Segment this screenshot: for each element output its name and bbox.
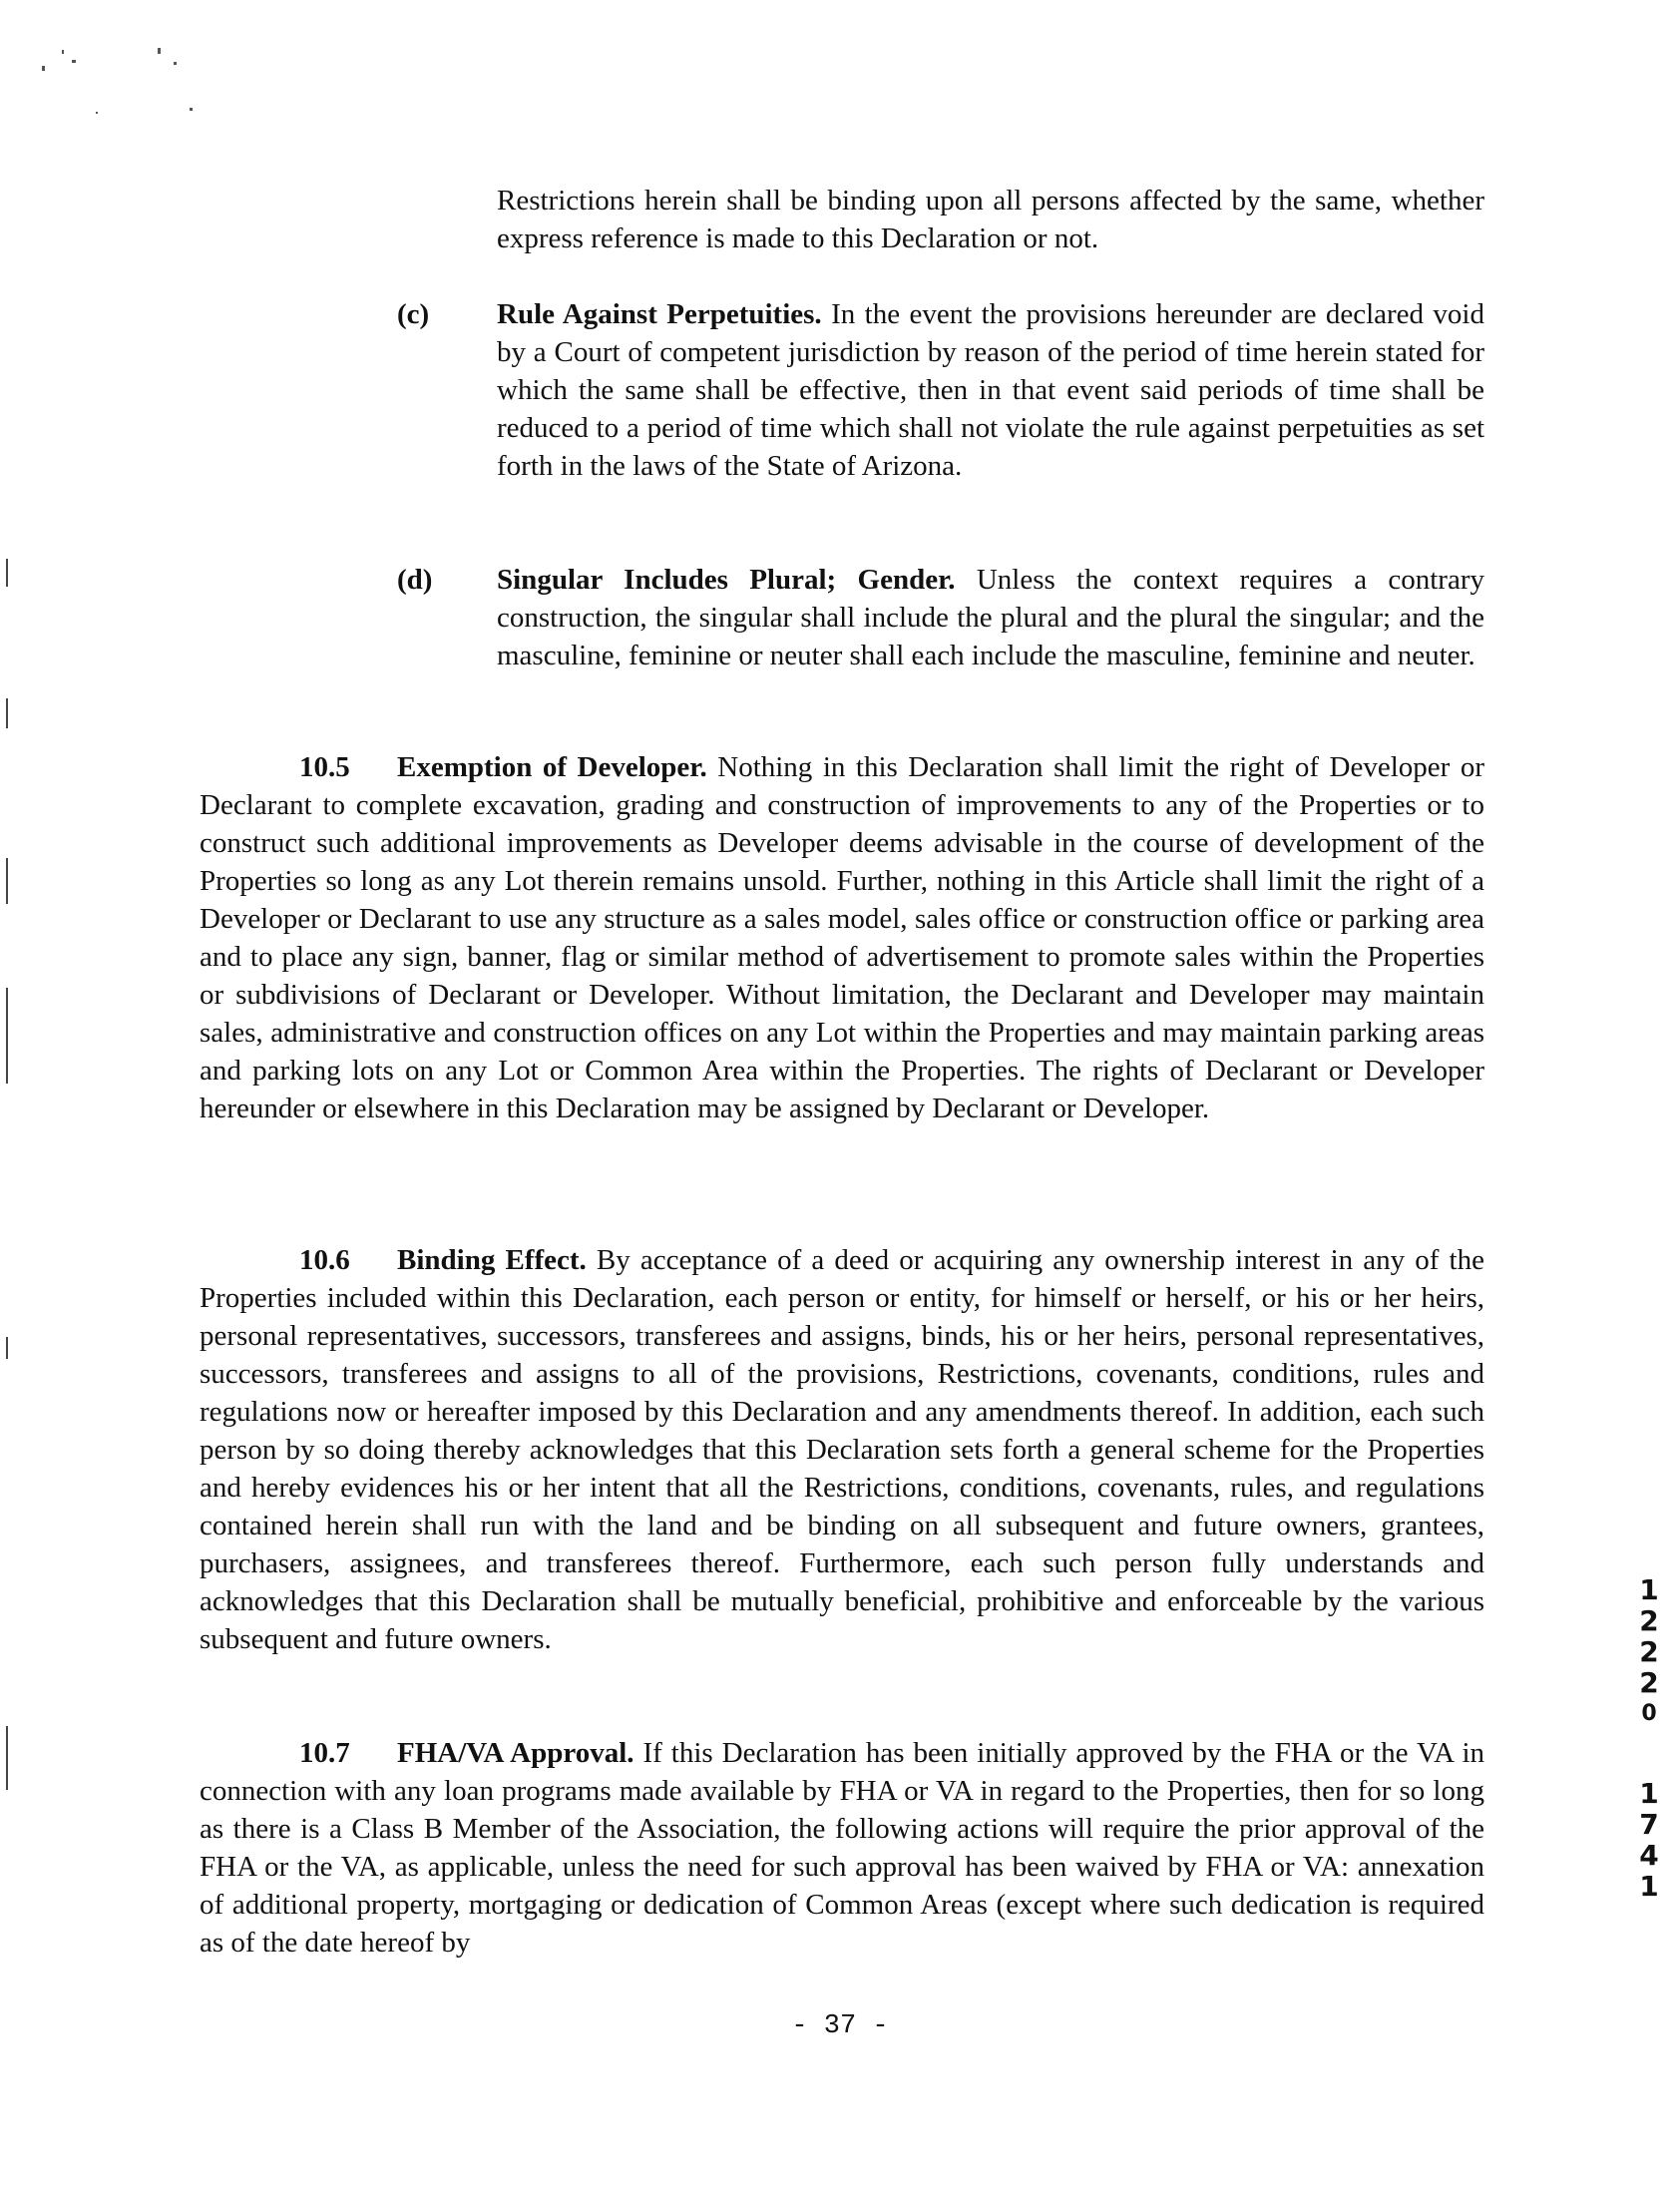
subsection-text: In the event the provisions hereunder are declared void by a Court of competent jurisdiction by reason of the period of time herein stated for which the same shall be effective, then in that event said periods of time shall be reduced to a period of time which shall not violate the rule against perpetuities as set forth in the laws of the State of Arizona. (497, 298, 1484, 482)
recording-digit: 1 (1639, 1573, 1659, 1606)
recording-number-bottom (1636, 1778, 1662, 1902)
section-number: 10.6 (299, 1244, 350, 1276)
recording-number-top (1636, 1574, 1662, 1729)
subsection-title: Singular Includes Plural; Gender. (497, 564, 956, 596)
section-10-6 (200, 1241, 1484, 1658)
section-title: Binding Effect. (397, 1244, 587, 1276)
scan-margin-mark (6, 698, 8, 728)
scan-margin-mark (6, 858, 8, 904)
scan-margin-mark (6, 1337, 8, 1359)
subsection-d (397, 561, 1484, 674)
recording-digit: 4 (1639, 1839, 1659, 1872)
section-title: FHA/VA Approval. (397, 1737, 634, 1769)
scan-margin-mark (6, 1726, 8, 1790)
continuation-paragraph (497, 182, 1484, 257)
recording-digit: 2 (1639, 1666, 1659, 1699)
section-title: Exemption of Developer. (397, 751, 707, 783)
section-body (200, 748, 1484, 1127)
page-number: - 37 - (791, 2011, 889, 2041)
section-10-7 (200, 1734, 1484, 1962)
scan-speck (42, 66, 45, 71)
recording-digit: 1 (1639, 1870, 1659, 1903)
subsection-label: (d) (397, 564, 433, 596)
scan-speck (96, 112, 98, 114)
recording-digit: 1 (1639, 1777, 1659, 1810)
scan-speck (158, 48, 161, 54)
scan-speck (72, 60, 76, 63)
scan-margin-mark (6, 559, 8, 587)
recording-digit: 2 (1639, 1635, 1659, 1668)
section-body (200, 1734, 1484, 1962)
subsection-label: (c) (397, 298, 430, 330)
section-text: Nothing in this Declaration shall limit the right of Developer or Declarant to complete excavation, grading and construction of improvements to any of the Properties or to construct such additional improvements as Developer deems advisable in the course of development of the Properties so long as any Lot therein remains unsold. Further, nothing in this Article shall limit the right of a Developer or Declarant to use any structure as a sales model, sales office or construction office or parking area and to place any sign, banner, flag or similar method of advertisement to promote sales within the Properties or subdivisions of Declarant or Developer. Without limitation, the Declarant and Developer may maintain sales, administrative and construction offices on any Lot within the Properties and may maintain parking areas and parking lots on any Lot or Common Area within the Properties. The rights of Declarant or Developer hereunder or elsewhere in this Declaration may be assigned by Declarant or Developer. (200, 751, 1484, 1124)
subsection-title: Rule Against Perpetuities. (497, 298, 822, 330)
section-10-5 (200, 748, 1484, 1127)
section-number: 10.5 (299, 751, 350, 783)
scan-speck (62, 50, 64, 54)
continuation-text: Restrictions herein shall be binding upon all persons affected by the same, whether express reference is made to this Declaration or not. (497, 185, 1484, 254)
subsection-body (497, 561, 1484, 674)
section-text: By acceptance of a deed or acquiring any ownership interest in any of the Properties included within this Declaration, each person or entity, for himself or herself, or his or her heirs, personal representatives, successors, transferees and assigns, binds, his or her heirs, personal representatives, successors, transferees and assigns to all of the provisions, Restrictions, covenants, conditions, rules and regulations now or hereafter imposed by this Declaration and any amendments thereof. In addition, each such person by so doing thereby acknowledges that this Declaration sets forth a general scheme for the Properties and hereby evidences his or her intent that all the Restrictions, conditions, covenants, rules, and regulations contained herein shall run with the land and be binding on all subsequent and future owners, grantees, purchasers, assignees, and transferees thereof. Furthermore, each such person fully understands and acknowledges that this Declaration shall be mutually beneficial, prohibitive and enforceable by the various subsequent and future owners. (200, 1244, 1484, 1655)
section-body (200, 1241, 1484, 1658)
recording-digit: 0 (1641, 1701, 1657, 1726)
section-number: 10.7 (299, 1737, 350, 1769)
scan-margin-mark (6, 988, 8, 1084)
recording-digit: 7 (1639, 1808, 1659, 1841)
subsection-text: Unless the context requires a contrary construction, the singular shall include the plural and the plural the singular; and the masculine, feminine or neuter shall each include the masculine, feminine and neuter. (497, 564, 1484, 671)
subsection-c (397, 295, 1484, 485)
section-text: If this Declaration has been initially approved by the FHA or the VA in connection with any loan programs made available by FHA or VA in regard to the Properties, then for so long as there is a Class B Member of the Association, the following actions will require the prior approval of the FHA or the VA, as applicable, unless the need for such approval has been waived by FHA or VA: annexation of additional property, mortgaging or dedication of Common Areas (except where such dedication is required as of the date hereof by (200, 1737, 1485, 1959)
scan-speck (174, 62, 177, 65)
scan-speck (190, 108, 193, 111)
recording-digit: 2 (1639, 1604, 1659, 1637)
subsection-body (497, 295, 1484, 485)
